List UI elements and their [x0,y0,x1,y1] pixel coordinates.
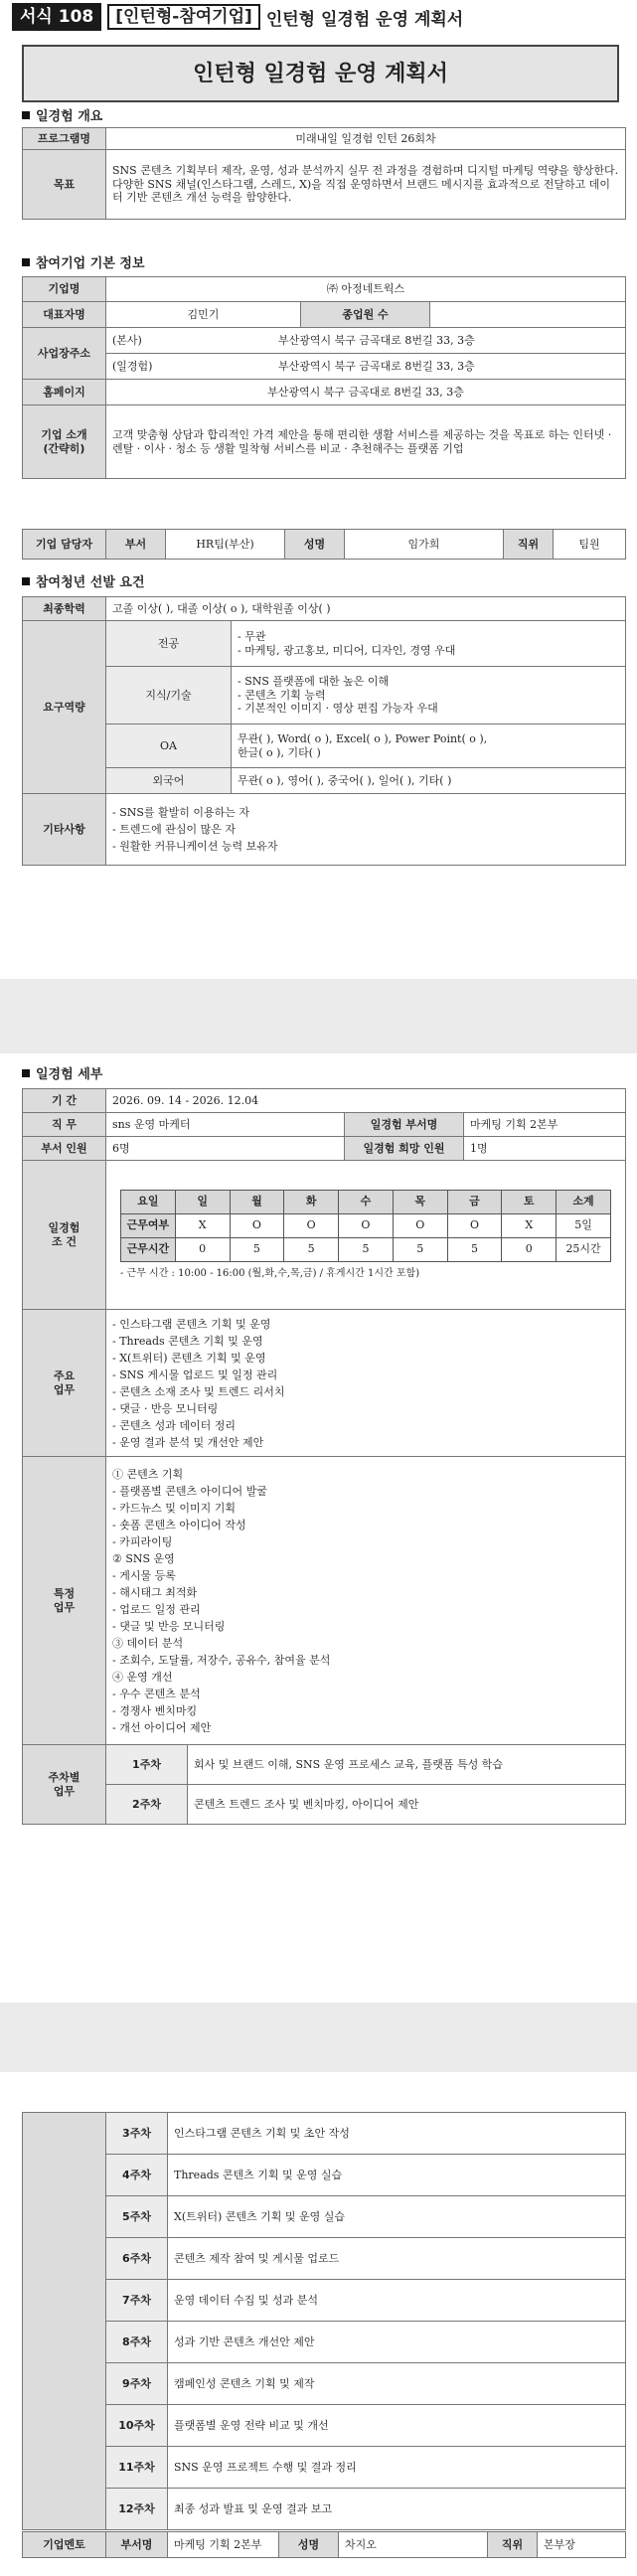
mentor-title-value: 본부장 [538,2532,626,2558]
main-duty-label-line1: 주요 [53,1368,76,1382]
company-table [22,276,626,479]
week-task: 플랫폼별 운영 전략 비교 및 개선 [168,2405,626,2447]
mentor-name-value: 차지오 [339,2532,488,2558]
hope-count-label: 일경험 희망 인원 [345,1137,464,1161]
special-duty-item: - 개선 아이디어 제안 [112,1720,212,1734]
weekly-duty-label-line1: 주차별 [48,1770,80,1784]
skill-line: - 콘텐츠 기획 능력 [238,688,326,702]
work-hours-note: - 근무 시간 : 10:00 - 16:00 (월,화,수,목,금) / 휴게시간 1시간 포함) [120,1267,420,1279]
condition-label [23,1161,106,1310]
skill-label: 지식/기술 [106,667,232,724]
schedule-cell: O [339,1213,394,1237]
doc-title: 인턴형 일경험 운영 계획서 [265,9,464,30]
week-task: SNS 운영 프로젝트 수행 및 결과 정리 [168,2447,626,2489]
page-title: 인턴형 일경험 운영 계획서 [22,45,619,102]
manager-title-label: 직위 [504,530,554,560]
schedule-header: 금 [447,1190,502,1213]
mentor-table [22,2531,626,2558]
dept-name-value: 마케팅 기획 2본부 [464,1113,626,1137]
weekly-duty-label-continued [23,2113,106,2530]
detail-table [22,1088,626,1825]
intro-value: 고객 맞춤형 상담과 합리적인 가격 제안을 통해 편리한 생활 서비스를 제공하는 것을 목표로 하는 인터넷 · 렌탈 · 이사 · 청소 등 생활 밀착형 서비스를 비교 · 추천해주는 플랫폼 기업 [106,405,626,479]
special-duty-item: - 경쟁사 벤치마킹 [112,1703,198,1717]
week-label: 12주차 [106,2489,168,2530]
main-duty-item: - Threads 콘텐츠 기획 및 운영 [112,1334,263,1348]
doc-type-box: [인턴형-참여기업] [107,4,260,30]
schedule-header: 요일 [121,1190,176,1213]
schedule-cell: 25시간 [557,1237,611,1261]
special-duty-item: ③ 데이터 분석 [112,1636,184,1650]
skill-line: - 기본적인 이미지 · 영상 편집 가능자 우대 [238,702,438,716]
special-duty-item: - 카피라이팅 [112,1534,173,1548]
special-duty-item: - 우수 콘텐츠 분석 [112,1687,201,1700]
week-task: 회사 및 브랜드 이해, SNS 운영 프로세스 교육, 플랫폼 특성 학습 [188,1745,626,1785]
page-2 [0,1053,637,2003]
major-label: 전공 [106,621,232,667]
week-label: 3주차 [106,2113,168,2155]
program-value: 미래내일 일경험 인턴 26회차 [106,128,626,150]
intro-label [23,405,106,479]
schedule-cell: 5 [393,1237,447,1261]
dept-count-label: 부서 인원 [23,1137,106,1161]
week-label: 1주차 [106,1745,188,1785]
hope-count-value: 1명 [464,1137,626,1161]
major-value [232,621,626,667]
etc-line: - 트렌드에 관심이 많은 자 [112,823,236,836]
section-overview-title: 일경험 개요 [22,105,102,124]
oa-line: 한글( o ), 기타( ) [238,745,321,759]
schedule-cell: 5 [230,1237,284,1261]
week-label: 4주차 [106,2155,168,2196]
condition-label-line2: 조 건 [51,1234,78,1248]
special-duty-label-line1: 특정 [53,1586,76,1600]
schedule-header: 수 [339,1190,394,1213]
language-label: 외국어 [106,768,232,794]
address-label: 사업장주소 [23,328,106,380]
manager-title-value: 팀원 [554,530,626,560]
week-task: 콘텐츠 제작 참여 및 게시물 업로드 [168,2238,626,2280]
week-label: 9주차 [106,2363,168,2405]
mentor-dept-value: 마케팅 기획 2본부 [168,2532,279,2558]
mentor-label: 기업멘토 [23,2532,106,2558]
special-duty-item: - 카드뉴스 및 이미지 기획 [112,1501,236,1515]
form-number-tag: 서식 108 [12,3,101,31]
main-duty-label [23,1310,106,1457]
special-duty-item: - 게시물 등록 [112,1568,176,1582]
ceo-value: 김민기 [106,302,301,328]
weekly-table-continued [22,2112,626,2530]
dept-name-label: 일경험 부서명 [345,1113,464,1137]
address-hq-row [106,328,626,354]
education-label: 최종학력 [23,597,106,621]
goal-value: SNS 콘텐츠 기획부터 제작, 운영, 성과 분석까지 실무 전 과정을 경험하며 디지털 마케팅 역량을 향상한다. 다양한 SNS 채널(인스타그램, 스레드, X)을 직접 운영하면서 브랜드 메시지를 효과적으로 전달하고 데이터 기반 콘텐츠 개선 능력을 함양한다. [106,150,626,220]
schedule-cell: O [447,1213,502,1237]
week-label: 5주차 [106,2196,168,2238]
language-value: 무관( o ), 영어( ), 중국어( ), 일어( ), 기타( ) [232,768,626,794]
schedule-header: 소계 [557,1190,611,1213]
week-task: Threads 콘텐츠 기획 및 운영 실습 [168,2155,626,2196]
capability-label: 요구역량 [23,621,106,794]
address-hq-tag: (본사) [112,333,142,347]
oa-label: OA [106,724,232,768]
manager-name-value: 임가희 [345,530,504,560]
special-duty-item: - 플랫폼별 콘텐츠 아이디어 발굴 [112,1484,267,1498]
schedule-header: 월 [230,1190,284,1213]
week-task: 캠페인성 콘텐츠 기획 및 제작 [168,2363,626,2405]
requirements-table [22,596,626,866]
week-task: 운영 데이터 수집 및 성과 분석 [168,2280,626,2322]
main-duty-item: - 콘텐츠 소재 조사 및 트렌드 리서치 [112,1384,285,1398]
schedule-cell: 5 [339,1237,394,1261]
main-duty-item: - 인스타그램 콘텐츠 기획 및 운영 [112,1317,271,1331]
address-work-tag: (일경험) [112,359,153,373]
company-name-value: ㈜ 아정네트웍스 [106,277,626,302]
address-hq-value: 부산광역시 북구 금곡대로 8번길 33, 3층 [278,333,475,347]
weekly-duty-label-line2: 업무 [53,1784,76,1798]
schedule-cell: X [502,1213,557,1237]
week-task: 성과 기반 콘텐츠 개선안 제안 [168,2322,626,2363]
week-task: 인스타그램 콘텐츠 기획 및 초안 작성 [168,2113,626,2155]
schedule-header: 토 [502,1190,557,1213]
mentor-dept-label: 부서명 [106,2532,168,2558]
special-duty-item: ② SNS 운영 [112,1551,175,1565]
mentor-name-label: 성명 [279,2532,339,2558]
manager-dept-value: HR팀(부산) [166,530,285,560]
main-duty-item: - 운영 결과 분석 및 개선안 제안 [112,1435,264,1449]
duty-value: sns 운영 마케터 [106,1113,345,1137]
special-duty-item: - 숏폼 콘텐츠 아이디어 작성 [112,1518,246,1531]
overview-table [22,127,626,220]
main-duty-item: - 댓글 · 반응 모니터링 [112,1401,219,1415]
oa-value [232,724,626,768]
condition-label-line1: 일경험 [48,1220,80,1234]
manager-label: 기업 담당자 [23,530,106,560]
period-value: 2026. 09. 14 - 2026. 12.04 [106,1089,626,1113]
duty-label: 직 무 [23,1113,106,1137]
manager-dept-label: 부서 [106,530,166,560]
schedule-cell: X [175,1213,230,1237]
condition-cell [106,1161,626,1310]
week-task: 최종 성과 발표 및 운영 결과 보고 [168,2489,626,2530]
schedule-cell: O [230,1213,284,1237]
schedule-table [120,1190,611,1262]
special-duty-list [106,1457,626,1745]
schedule-cell: O [284,1213,339,1237]
form-header [12,2,463,32]
schedule-cell: 5 [284,1237,339,1261]
homepage-value: 부산광역시 북구 금곡대로 8번길 33, 3층 [106,380,626,405]
schedule-cell: 근무여부 [121,1213,176,1237]
etc-line: - 원활한 커뮤니케이션 능력 보유자 [112,840,278,853]
section-detail-title: 일경험 세부 [22,1063,102,1082]
schedule-header: 화 [284,1190,339,1213]
employee-count-value [430,302,626,328]
main-duty-item: - 콘텐츠 성과 데이터 정리 [112,1418,236,1432]
main-duty-list [106,1310,626,1457]
page-3 [0,2072,637,2576]
schedule-cell: 5 [447,1237,502,1261]
special-duty-label [23,1457,106,1745]
schedule-cell: 0 [502,1237,557,1261]
major-line: - 마케팅, 광고홍보, 미디어, 디자인, 경영 우대 [238,643,456,657]
manager-name-label: 성명 [285,530,345,560]
skill-line: - SNS 플랫폼에 대한 높은 이해 [238,674,390,688]
schedule-cell: 근무시간 [121,1237,176,1261]
etc-label: 기타사항 [23,794,106,866]
schedule-cell: O [393,1213,447,1237]
company-name-label: 기업명 [23,277,106,302]
special-duty-item: - 해시태그 최적화 [112,1585,198,1599]
period-label: 기 간 [23,1089,106,1113]
week-label: 8주차 [106,2322,168,2363]
week-task: X(트위터) 콘텐츠 기획 및 운영 실습 [168,2196,626,2238]
section-requirements-title: 참여청년 선발 요건 [22,571,145,590]
special-duty-item: - 조회수, 도달률, 저장수, 공유수, 참여율 분석 [112,1653,331,1667]
week-label: 6주차 [106,2238,168,2280]
oa-line: 무관( ), Word( o ), Excel( o ), Power Point( o ), [238,731,488,745]
etc-line: - SNS를 활발히 이용하는 자 [112,806,250,819]
main-duty-item: - X(트위터) 콘텐츠 기획 및 운영 [112,1351,266,1365]
address-work-row [106,354,626,380]
section-company-title: 참여기업 기본 정보 [22,252,145,271]
week-task: 콘텐츠 트렌드 조사 및 벤치마킹, 아이디어 제안 [188,1785,626,1825]
skill-value [232,667,626,724]
intro-label-line2: (간략히) [43,441,85,455]
schedule-cell: 5일 [557,1213,611,1237]
special-duty-label-line2: 업무 [53,1600,76,1614]
schedule-header: 목 [393,1190,447,1213]
weekly-duty-label [23,1745,106,1825]
special-duty-item: - 댓글 및 반응 모니터링 [112,1619,226,1633]
dept-count-value: 6명 [106,1137,345,1161]
ceo-label: 대표자명 [23,302,106,328]
week-label: 11주차 [106,2447,168,2489]
employee-count-label: 종업원 수 [301,302,430,328]
manager-table [22,529,626,560]
etc-value [106,794,626,866]
schedule-header: 일 [175,1190,230,1213]
page-1 [0,0,637,979]
main-duty-item: - SNS 게시물 업로드 및 일정 관리 [112,1368,278,1381]
special-duty-item: - 업로드 일정 관리 [112,1602,201,1616]
intro-label-line1: 기업 소개 [41,427,87,441]
main-duty-label-line2: 업무 [53,1382,76,1396]
education-value: 고졸 이상( ), 대졸 이상( o ), 대학원졸 이상( ) [106,597,626,621]
week-label: 7주차 [106,2280,168,2322]
program-label: 프로그램명 [23,128,106,150]
week-label: 10주차 [106,2405,168,2447]
special-duty-item: ④ 운영 개선 [112,1670,173,1684]
address-work-value: 부산광역시 북구 금곡대로 8번길 33, 3층 [278,359,475,373]
schedule-cell: 0 [175,1237,230,1261]
special-duty-item: ① 콘텐츠 기획 [112,1467,184,1481]
major-line: - 무관 [238,629,266,643]
week-label: 2주차 [106,1785,188,1825]
mentor-title-label: 직위 [488,2532,538,2558]
goal-label: 목표 [23,150,106,220]
homepage-label: 홈페이지 [23,380,106,405]
